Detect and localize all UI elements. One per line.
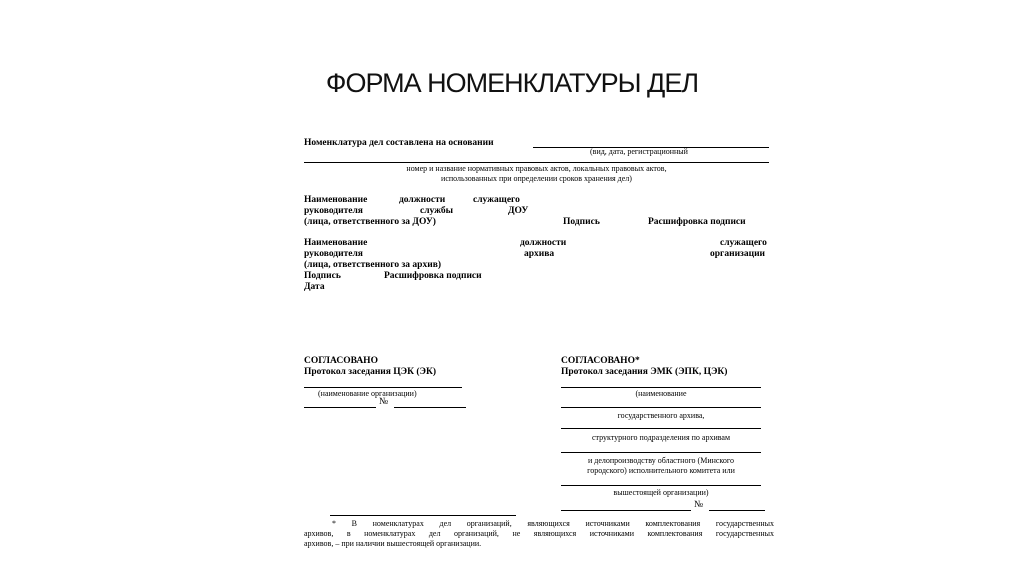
head-word-1: Наименование — [304, 195, 368, 205]
head-decoding: Расшифровка подписи — [648, 217, 746, 227]
right-hint-3: структурного подразделения по архивам — [591, 433, 731, 442]
head-word-3: служащего — [473, 195, 520, 205]
right-line-2 — [561, 407, 761, 408]
right-agreed: СОГЛАСОВАНО* — [561, 356, 640, 366]
left-org-line — [304, 387, 462, 388]
head-signature: Подпись — [563, 217, 600, 227]
head-line2-c: ДОУ — [508, 206, 529, 216]
left-agreed: СОГЛАСОВАНО — [304, 356, 378, 366]
head-word-2: должности — [399, 195, 446, 205]
right-number-sign: № — [694, 500, 704, 510]
footnote-line-2: архивов, в номенклатурах дел организаций, не являющихся источниками комплектования государственных — [304, 529, 774, 538]
archive-word-2: должности — [520, 238, 567, 248]
archive-line2-b: архива — [524, 249, 555, 259]
right-hint-1: (наименование — [635, 389, 687, 398]
archive-word-1: Наименование — [304, 238, 368, 248]
left-org-hint: (наименование организации) — [318, 389, 417, 398]
archive-signature: Подпись — [304, 271, 341, 281]
head-line3: (лица, ответственного за ДОУ) — [304, 217, 436, 227]
left-protocol: Протокол заседания ЦЭК (ЭК) — [304, 367, 437, 377]
archive-line2-a: руководителя — [304, 249, 363, 259]
head-line2-b: службы — [420, 206, 454, 216]
footnote-line-1 — [304, 519, 774, 529]
right-number-line — [709, 510, 765, 511]
right-line-5 — [561, 485, 761, 486]
archive-line2-c: организации — [710, 249, 766, 259]
archive-word-3: служащего — [720, 238, 767, 248]
archive-line3: (лица, ответственного за архив) — [304, 260, 441, 270]
basis-hint-3: использованных при определении сроков хранения дел) — [441, 174, 632, 183]
right-hint-4b: городского) исполнительного комитета или — [587, 466, 735, 475]
right-line-1 — [561, 387, 761, 388]
footnote-separator — [330, 515, 516, 516]
right-hint-5: вышестоящей организации) — [613, 488, 709, 497]
archive-decoding: Расшифровка подписи — [384, 271, 482, 281]
basis-line-2 — [304, 162, 769, 163]
left-date-line — [304, 407, 376, 408]
right-hint-4a: и делопроизводству областного (Минского — [587, 456, 734, 465]
right-hint-2: государственного архива, — [617, 411, 705, 420]
left-number-line — [394, 407, 466, 408]
right-protocol: Протокол заседания ЭМК (ЭПК, ЦЭК) — [561, 367, 728, 377]
basis-hint-2: номер и название нормативных правовых актов, локальных правовых актов, — [406, 164, 667, 173]
footnote-line-3: архивов, – при наличии вышестоящей организации. — [304, 539, 482, 548]
left-number-sign: № — [379, 397, 389, 407]
right-line-3 — [561, 428, 761, 429]
basis-label: Номенклатура дел составлена на основании — [304, 138, 494, 148]
right-date-line — [561, 510, 691, 511]
archive-date: Дата — [304, 282, 325, 292]
basis-hint-1: (вид, дата, регистрационный — [590, 147, 688, 156]
page-title: ФОРМА НОМЕНКЛАТУРЫ ДЕЛ — [325, 68, 699, 98]
right-line-4 — [561, 452, 761, 453]
footnote-line-1-text: * В номенклатурах дел организаций, являющихся источниками комплектования государственных — [332, 519, 774, 528]
head-line2-a: руководителя — [304, 206, 363, 216]
